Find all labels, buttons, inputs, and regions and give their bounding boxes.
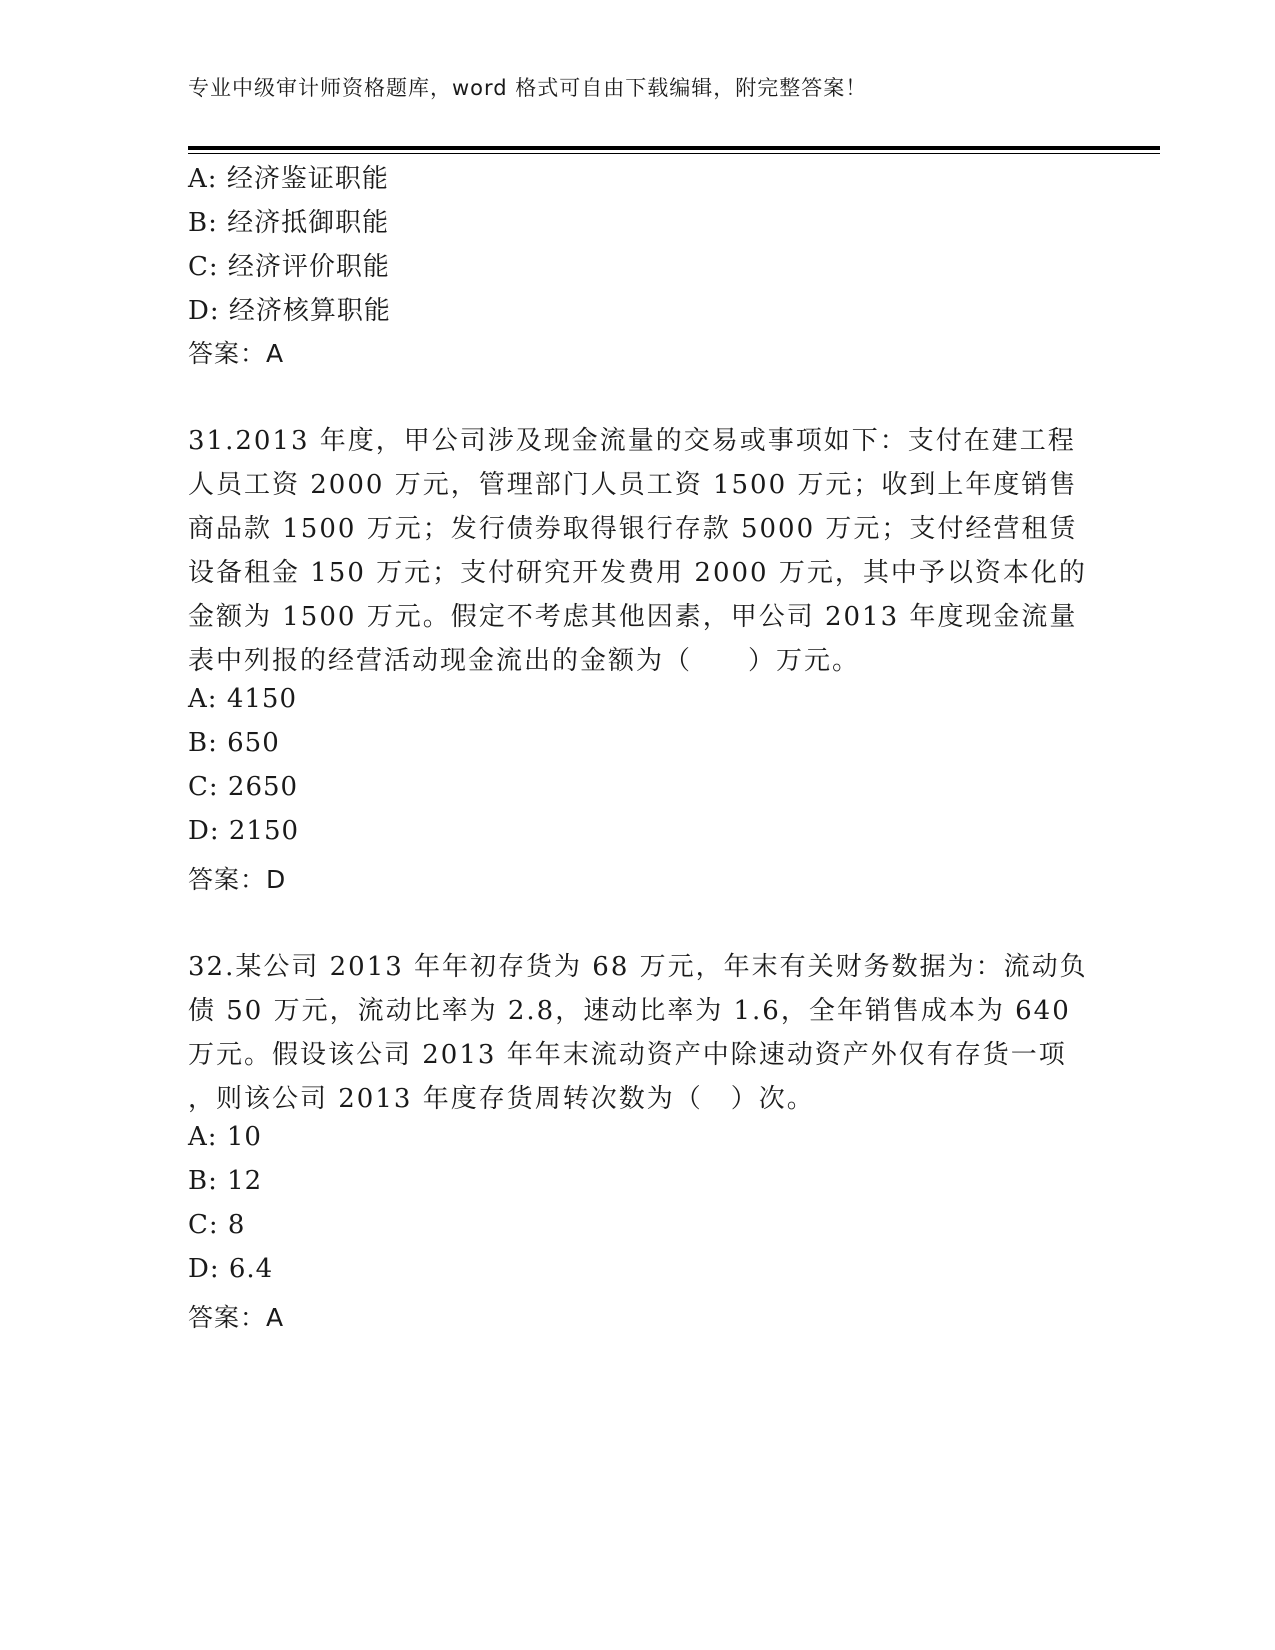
- q31-stem-line: 31.2013 年度，甲公司涉及现金流量的交易或事项如下：支付在建工程: [188, 426, 1076, 456]
- q32-option-b: B: 12: [188, 1166, 263, 1196]
- q31-option-d: D: 2150: [188, 816, 300, 846]
- q31-stem-line: 商品款 1500 万元；发行债券取得银行存款 5000 万元；支付经营租赁: [188, 514, 1078, 544]
- q32-answer: 答案：A: [188, 1303, 285, 1332]
- q32-stem-line: 32.某公司 2013 年年初存货为 68 万元，年末有关财务数据为：流动负: [188, 952, 1088, 982]
- q32-stem-line: ，则该公司 2013 年度存货周转次数为（ ）次。: [188, 1084, 815, 1114]
- q31-option-a: A: 4150: [188, 684, 297, 714]
- page-header: 专业中级审计师资格题库，word 格式可自由下载编辑，附完整答案！: [188, 76, 868, 100]
- q31-option-b: B: 650: [188, 728, 280, 758]
- header-rule-thin: [188, 153, 1160, 154]
- q31-stem-line: 金额为 1500 万元。假定不考虑其他因素，甲公司 2013 年度现金流量: [188, 602, 1078, 632]
- q30-option-a: A: 经济鉴证职能: [188, 164, 389, 194]
- q31-answer: 答案：D: [188, 865, 287, 894]
- q32-option-d: D: 6.4: [188, 1254, 274, 1284]
- header-rule-thick: [188, 146, 1160, 150]
- q30-option-b: B: 经济抵御职能: [188, 208, 390, 238]
- q31-stem-line: 设备租金 150 万元；支付研究开发费用 2000 万元，其中予以资本化的: [188, 558, 1087, 588]
- q30-option-d: D: 经济核算职能: [188, 296, 391, 326]
- q30-answer: 答案：A: [188, 339, 285, 368]
- q32-stem-line: 万元。假设该公司 2013 年年末流动资产中除速动资产外仅有存货一项: [188, 1040, 1067, 1070]
- q32-stem-line: 债 50 万元，流动比率为 2.8，速动比率为 1.6，全年销售成本为 640: [188, 996, 1071, 1026]
- q32-option-a: A: 10: [188, 1122, 262, 1152]
- q31-stem-line: 表中列报的经营活动现金流出的金额为（ ）万元。: [188, 646, 861, 676]
- q31-stem-line: 人员工资 2000 万元，管理部门人员工资 1500 万元；收到上年度销售: [188, 470, 1078, 500]
- q31-option-c: C: 2650: [188, 772, 299, 802]
- q30-option-c: C: 经济评价职能: [188, 252, 390, 282]
- q32-option-c: C: 8: [188, 1210, 246, 1240]
